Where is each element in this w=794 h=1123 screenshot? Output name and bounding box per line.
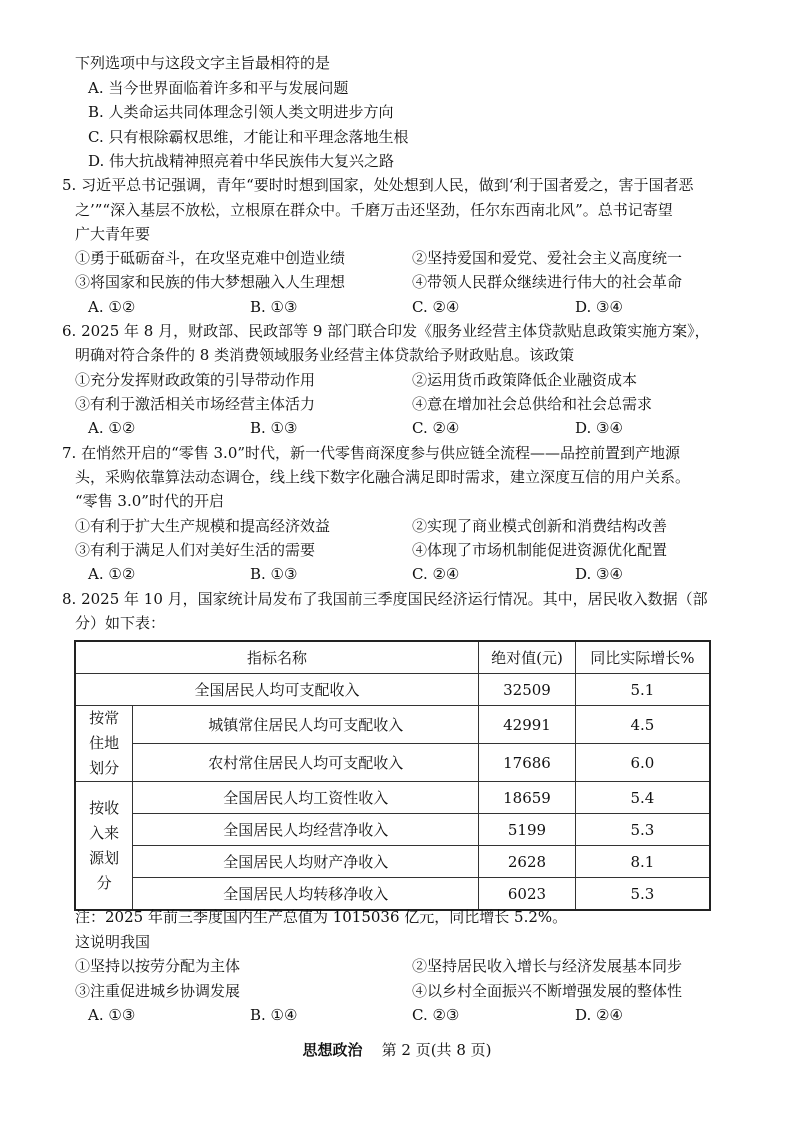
- option-d: D. 伟大抗战精神照亮着中华民族伟大复兴之路: [88, 152, 395, 170]
- group-label: 按常住地划分: [75, 706, 133, 782]
- q5-choice-b: B. ①③: [250, 298, 298, 316]
- q8-item-3: ③注重促进城乡协调发展: [75, 982, 241, 1000]
- table-cell: 5199: [479, 814, 576, 846]
- table-row: [75, 814, 710, 846]
- q8-item-4: ④以乡村全面振兴不断增强发展的整体性: [412, 982, 683, 1000]
- q7-choice-d: D. ③④: [575, 565, 623, 583]
- table-header-row: [75, 641, 710, 674]
- footer-subject: 思想政治: [302, 1041, 363, 1059]
- table-row: [75, 674, 710, 706]
- q8-choice-c: C. ②③: [412, 1006, 460, 1024]
- q5-choice-a: A. ①②: [88, 298, 136, 316]
- q7-item-4: ④体现了市场机制能促进资源优化配置: [412, 541, 668, 559]
- header-cell: 指标名称: [75, 641, 479, 674]
- table-cell: 32509: [479, 674, 576, 706]
- table-cell: 8.1: [575, 846, 710, 878]
- q8-lead: 这说明我国: [75, 933, 151, 951]
- option-a: A. 当今世界面临着许多和平与发展问题: [88, 79, 349, 97]
- table-cell: 全国居民人均转移净收入: [133, 878, 479, 911]
- q8-item-1: ①坚持以按劳分配为主体: [75, 957, 241, 975]
- q5-item-1: ①勇于砥砺奋斗，在攻坚克难中创造业绩: [75, 249, 346, 267]
- table-row: [75, 846, 710, 878]
- q8-stem-line2: 分）如下表：: [75, 614, 166, 632]
- q6-choice-c: C. ②④: [412, 419, 460, 437]
- q6-item-3: ③有利于激活相关市场经营主体活力: [75, 395, 316, 413]
- table-row: [75, 878, 710, 911]
- table-cell: 农村常住居民人均可支配收入: [133, 744, 479, 782]
- table-row: [75, 782, 710, 814]
- q6-stem-line2: 明确对符合条件的 8 类消费领域服务业经营主体贷款给予财政贴息。该政策: [75, 346, 575, 364]
- table-cell: 42991: [479, 706, 576, 744]
- table-cell: 5.3: [575, 814, 710, 846]
- page-footer: [0, 1039, 794, 1060]
- q7-choice-b: B. ①③: [250, 565, 298, 583]
- group-label: 按收入来源划分: [75, 782, 133, 911]
- header-cell: 绝对值(元): [479, 641, 576, 674]
- table-cell: 全国居民人均可支配收入: [75, 674, 479, 706]
- q7-item-2: ②实现了商业模式创新和消费结构改善: [412, 517, 668, 535]
- table-cell: 城镇常住居民人均可支配收入: [133, 706, 479, 744]
- q6-item-4: ④意在增加社会总供给和社会总需求: [412, 395, 653, 413]
- table-cell: 全国居民人均经营净收入: [133, 814, 479, 846]
- q5-stem-line2: 之’”“深入基层不放松，立根原在群众中。千磨万击还坚劲，任尔东西南北风”。总书记寄望: [75, 201, 673, 219]
- income-table: [74, 640, 711, 911]
- q5-item-2: ②坚持爱国和爱党、爱社会主义高度统一: [412, 249, 683, 267]
- q8-choice-d: D. ②④: [575, 1006, 623, 1024]
- table-cell: 4.5: [575, 706, 710, 744]
- q7-item-1: ①有利于扩大生产规模和提高经济效益: [75, 517, 331, 535]
- q7-stem-line3: “零售 3.0”时代的开启: [75, 492, 224, 510]
- q5-choice-c: C. ②④: [412, 298, 460, 316]
- q5-stem-line3: 广大青年要: [75, 225, 151, 243]
- q6-item-1: ①充分发挥财政政策的引导带动作用: [75, 371, 316, 389]
- q6-stem-line1: 6. 2025 年 8 月，财政部、民政部等 9 部门联合印发《服务业经营主体贷款贴息政策实施方案》，: [62, 322, 710, 340]
- q5-choice-d: D. ③④: [575, 298, 623, 316]
- q7-choice-c: C. ②④: [412, 565, 460, 583]
- table-note: 注：2025 年前三季度国内生产总值为 1015036 亿元，同比增长 5.2%。: [75, 908, 568, 926]
- table-cell: 17686: [479, 744, 576, 782]
- q6-choice-b: B. ①③: [250, 419, 298, 437]
- table-cell: 6023: [479, 878, 576, 911]
- q7-item-3: ③有利于满足人们对美好生活的需要: [75, 541, 316, 559]
- q8-choice-a: A. ①③: [88, 1006, 136, 1024]
- option-c: C. 只有根除霸权思维，才能让和平理念落地生根: [88, 128, 409, 146]
- header-cell: 同比实际增长%: [575, 641, 710, 674]
- table-cell: 18659: [479, 782, 576, 814]
- table-cell: 5.1: [575, 674, 710, 706]
- q6-choice-a: A. ①②: [88, 419, 136, 437]
- table-cell: 全国居民人均工资性收入: [133, 782, 479, 814]
- q7-stem-line2: 头，采购依靠算法动态调仓，线上线下数字化融合满足即时需求，建立深度互信的用户关系。: [75, 468, 691, 486]
- q6-item-2: ②运用货币政策降低企业融资成本: [412, 371, 638, 389]
- q8-choice-b: B. ①④: [250, 1006, 298, 1024]
- option-b: B. 人类命运共同体理念引领人类文明进步方向: [88, 103, 394, 121]
- question-stem: 下列选项中与这段文字主旨最相符的是: [75, 54, 331, 72]
- q5-item-3: ③将国家和民族的伟大梦想融入人生理想: [75, 273, 346, 291]
- q8-stem-line1: 8. 2025 年 10 月，国家统计局发布了我国前三季度国民经济运行情况。其中，居民收入数据（部: [62, 590, 708, 608]
- q5-stem-line1: 5. 习近平总书记强调，青年“要时时想到国家，处处想到人民，做到‘利于国者爱之，害于国者恶: [62, 176, 694, 194]
- table-cell: 全国居民人均财产净收入: [133, 846, 479, 878]
- q7-stem-line1: 7. 在悄然开启的“零售 3.0”时代，新一代零售商深度参与供应链全流程——品控前置到产地源: [62, 444, 681, 462]
- q8-item-2: ②坚持居民收入增长与经济发展基本同步: [412, 957, 683, 975]
- table-cell: 2628: [479, 846, 576, 878]
- table-cell: 5.4: [575, 782, 710, 814]
- table-row: [75, 706, 710, 744]
- table-cell: 5.3: [575, 878, 710, 911]
- table-cell: 6.0: [575, 744, 710, 782]
- q6-choice-d: D. ③④: [575, 419, 623, 437]
- table-row: [75, 744, 710, 782]
- q5-item-4: ④带领人民群众继续进行伟大的社会革命: [412, 273, 683, 291]
- footer-page-number: 第 2 页(共 8 页): [381, 1041, 492, 1059]
- q7-choice-a: A. ①②: [88, 565, 136, 583]
